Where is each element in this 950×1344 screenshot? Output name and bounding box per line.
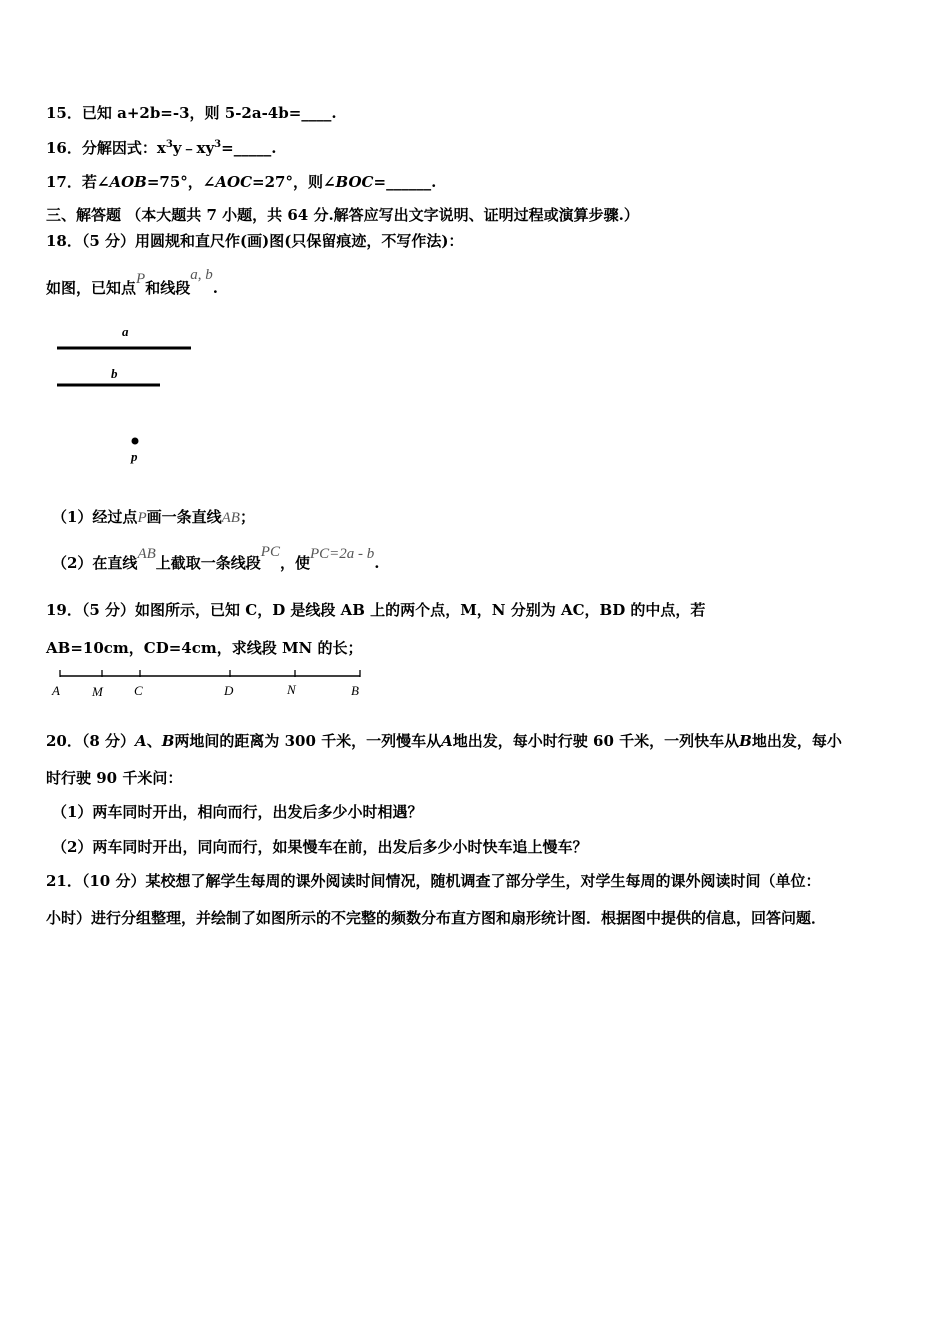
label-N: N — [287, 682, 296, 697]
section-3-heading: 三、解答题 （本大题共 7 小题，共 64 分.解答应写出文字说明、证明过程或演算步骤.） — [46, 206, 639, 224]
question-20-part1: （1）两车同时开出，相向而行，出发后多少小时相遇？ — [52, 803, 423, 821]
label-A: A — [52, 683, 60, 698]
answer-blank: ______ — [386, 173, 432, 191]
question-15: 15．已知 a+2b=-3，则 5-2a-4b=____. — [46, 104, 337, 122]
label-b: b — [111, 366, 118, 381]
question-17: 17．若∠AOB=75°，∠AOC=27°，则∠BOC=______. — [46, 173, 437, 191]
question-21-line2: 小时）进行分组整理，并绘制了如图所示的不完整的频数分布直方图和扇形统计图．根据图中提供的信息，回答问题． — [46, 909, 827, 927]
question-18: 18．（5 分）用圆规和直尺作(画)图(只保留痕迹，不写作法)： — [46, 232, 464, 250]
label-B: B — [351, 683, 359, 698]
question-20-line2: 时行驶 90 千米问： — [46, 769, 183, 787]
question-19: 19．（5 分）如图所示，已知 C，D 是线段 AB 上的两个点，M，N 分别为 AC，BD 的中点，若 — [46, 601, 706, 619]
question-18-part2: （2）在直线AB上截取一条线段PC，使PC=2a - b. — [52, 544, 380, 572]
question-20: 20．（8 分）A、B两地间的距离为 300 千米，一列慢车从A地出发，每小时行驶 60 千米，一列快车从B地出发，每小 — [46, 732, 842, 750]
question-18-part1: （1）经过点P画一条直线AB； — [52, 508, 255, 526]
label-C: C — [134, 683, 143, 698]
label-D: D — [224, 683, 234, 698]
segments-figure — [50, 320, 210, 470]
question-16: 16．分解因式：$x^3y﹣xy^3=\_\_\_\_\_$. — [46, 139, 277, 157]
answer-blank: ____ — [301, 104, 332, 122]
question-18-given: 如图，已知点P和线段a, b. — [46, 267, 218, 297]
point-p — [132, 438, 139, 445]
label-p: p — [131, 449, 138, 464]
answer-blank: _____ — [233, 139, 272, 157]
label-M: M — [92, 684, 103, 699]
number-line-figure — [50, 665, 380, 701]
question-21: 21．（10 分）某校想了解学生每周的课外阅读时间情况，随机调查了部分学生，对学生每周的课外阅读时间（单位： — [46, 872, 821, 890]
question-19-line2: AB=10cm，CD=4cm，求线段 MN 的长； — [46, 639, 363, 657]
question-20-part2: （2）两车同时开出，同向而行，如果慢车在前，出发后多少小时快车追上慢车？ — [52, 838, 588, 856]
label-a: a — [122, 324, 129, 339]
